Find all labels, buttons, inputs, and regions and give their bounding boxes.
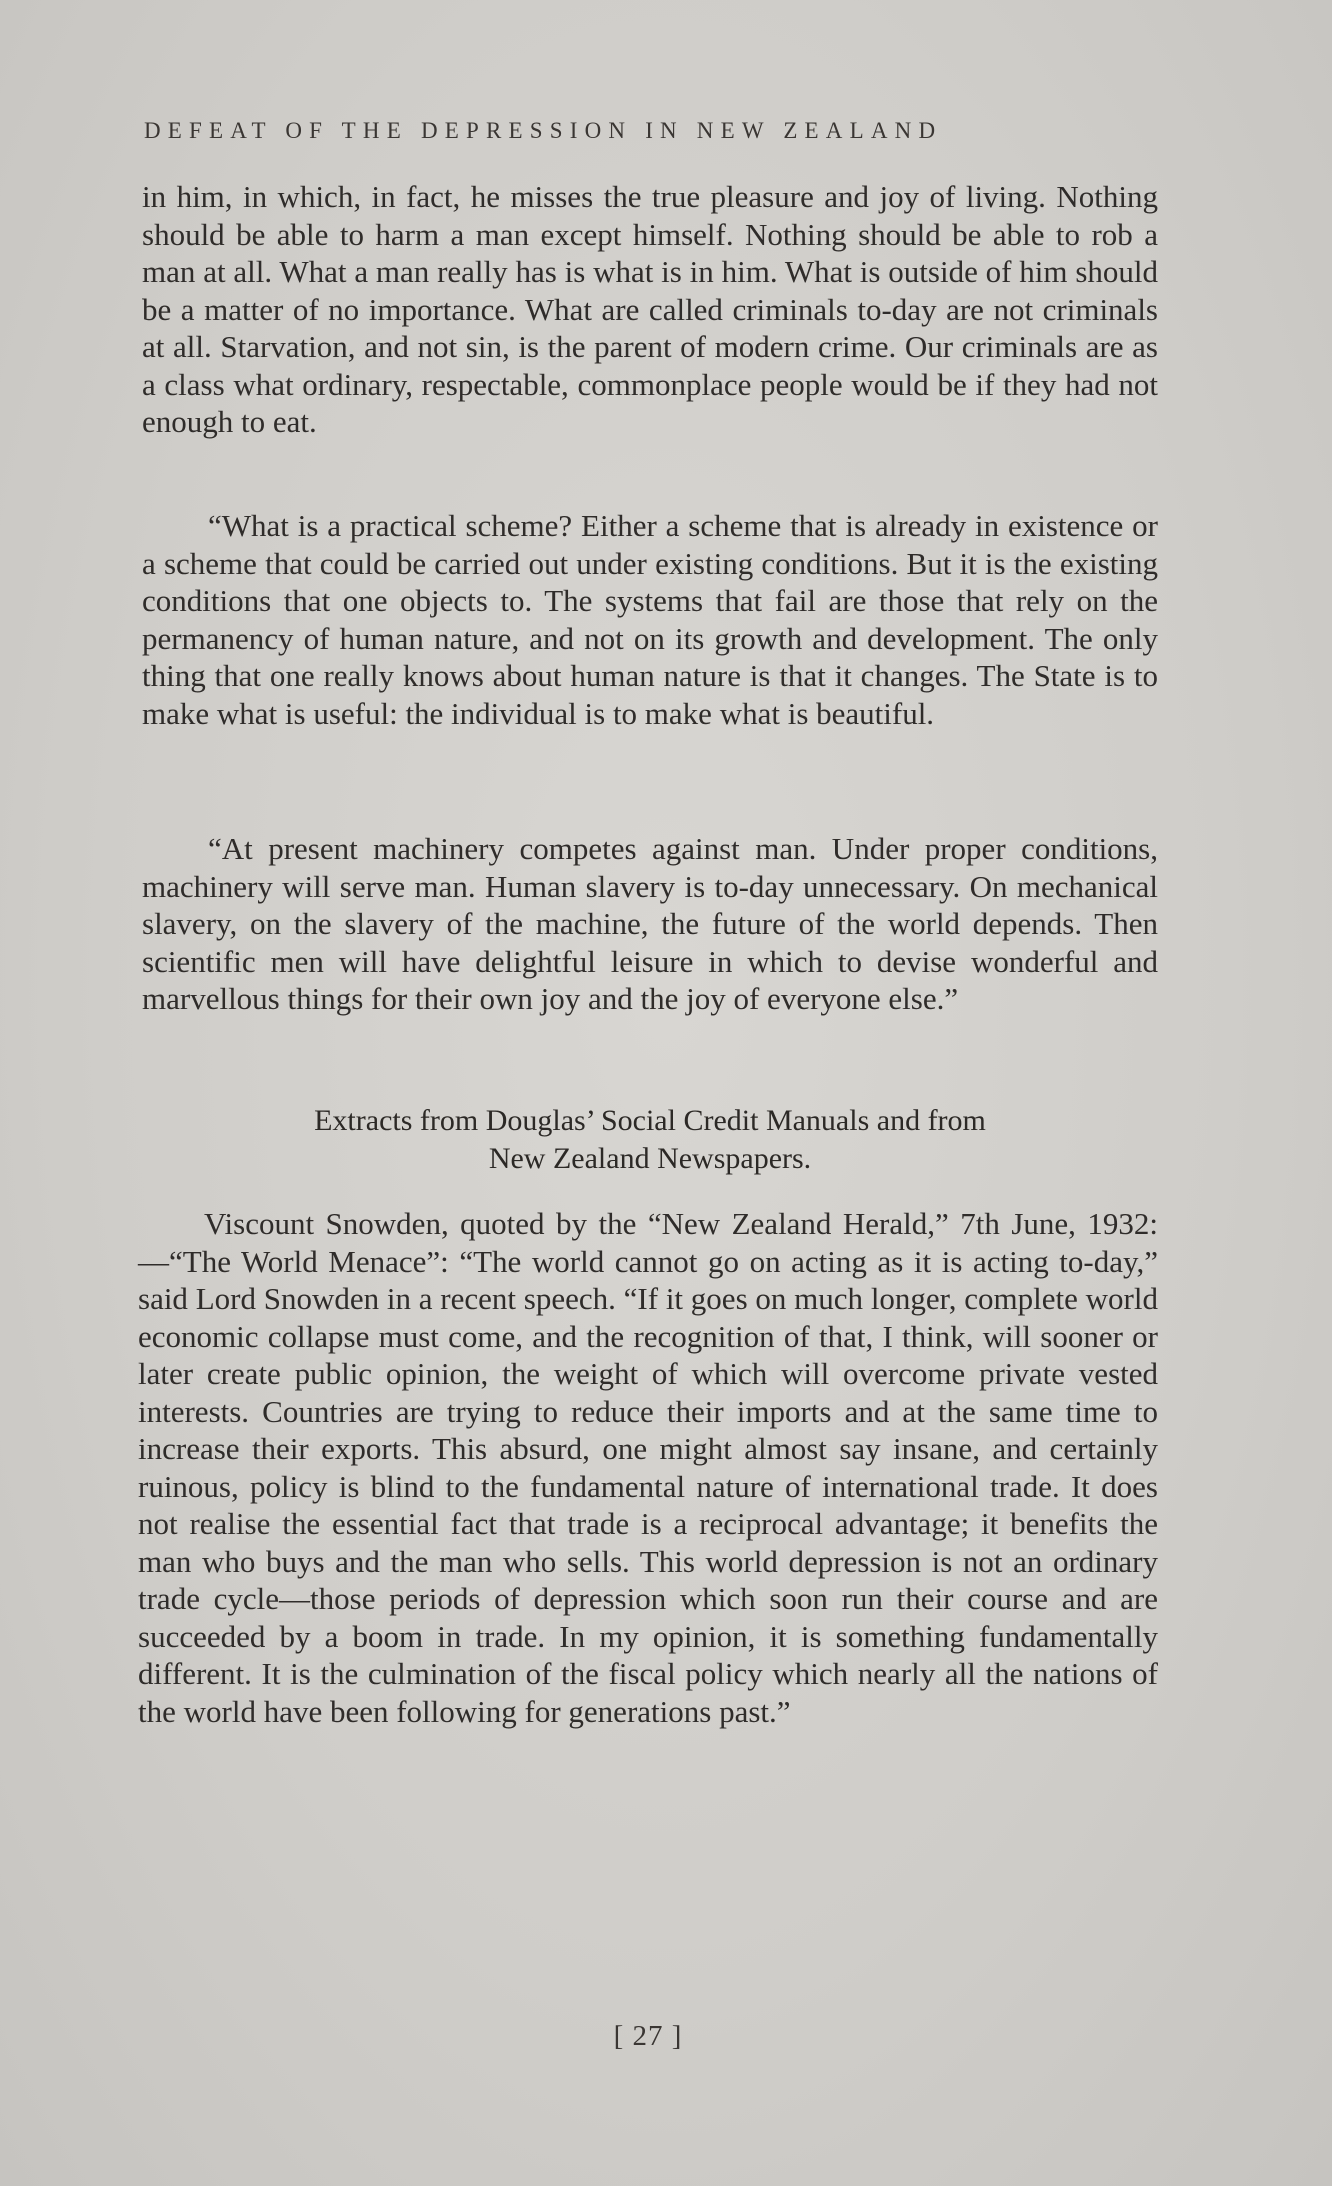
paragraph-text: “At present machinery competes against man. Under proper conditions, machinery will serve man. Human slavery is to-day unnecessary. On mechanical slavery, on the slavery of the machine, the future of the world depends. Then scientific men will have delightful leisure in which to devise wonderful and marvellous things for their own joy and the joy of everyone else.” — [142, 831, 1158, 1016]
section-heading-line-1: Extracts from Douglas’ Social Credit Manuals and from — [314, 1104, 986, 1137]
paragraph-machinery — [142, 830, 1158, 1018]
paragraph-snowden-quote — [138, 1205, 1158, 1730]
paragraph-practical-scheme — [142, 507, 1158, 732]
paragraph-text: Viscount Snowden, quoted by the “New Zealand Herald,” 7th June, 1932:—“The World Menace”: “The world cannot go on acting as it is acting to-day,” said Lord Snowden in a recent speech. “If it goes on much longer, complete world economic collapse must come, and the recognition of that, I think, will sooner or later create public opinion, the weight of which will overcome private vested interests. Countries are trying to reduce their imports and at the same time to increase their exports. This absurd, one might almost say insane, and certainly ruinous, policy is blind to the fundamental nature of international trade. It does not realise the essential fact that trade is a reciprocal advantage; it benefits the man who buys and the man who sells. This world depression is not an ordinary trade cycle—those periods of depression which soon run their course and are succeeded by a boom in trade. In my opinion, it is something fundamentally different. It is the culmination of the fiscal policy which nearly all the nations of the world have been following for generations past.” — [138, 1206, 1158, 1729]
running-head: DEFEAT OF THE DEPRESSION IN NEW ZEALAND — [144, 118, 943, 143]
section-heading — [142, 1102, 1158, 1178]
paragraph-text: in him, in which, in fact, he misses the true pleasure and joy of living. Nothing should be able to harm a man except himself. Nothing should be able to rob a man at all. What a man really has is what is in him. What is outside of him should be a matter of no importance. What are called criminals to-day are not criminals at all. Starvation, and not sin, is the parent of modern crime. Our criminals are as a class what ordinary, respectable, commonplace people would be if they had not enough to eat. — [142, 179, 1158, 439]
paragraph-continuation — [142, 178, 1158, 441]
section-heading-line-2: New Zealand Newspapers. — [488, 1142, 812, 1175]
page-number: [ 27 ] — [613, 2020, 683, 2052]
paragraph-text: “What is a practical scheme? Either a scheme that is already in existence or a scheme that could be carried out under existing conditions. But it is the existing conditions that one objects to. The systems that fail are those that rely on the permanency of human nature, and not on its growth and development. The only thing that one really knows about human nature is that it changes. The State is to make what is useful: the individual is to make what is beautiful. — [142, 508, 1158, 731]
